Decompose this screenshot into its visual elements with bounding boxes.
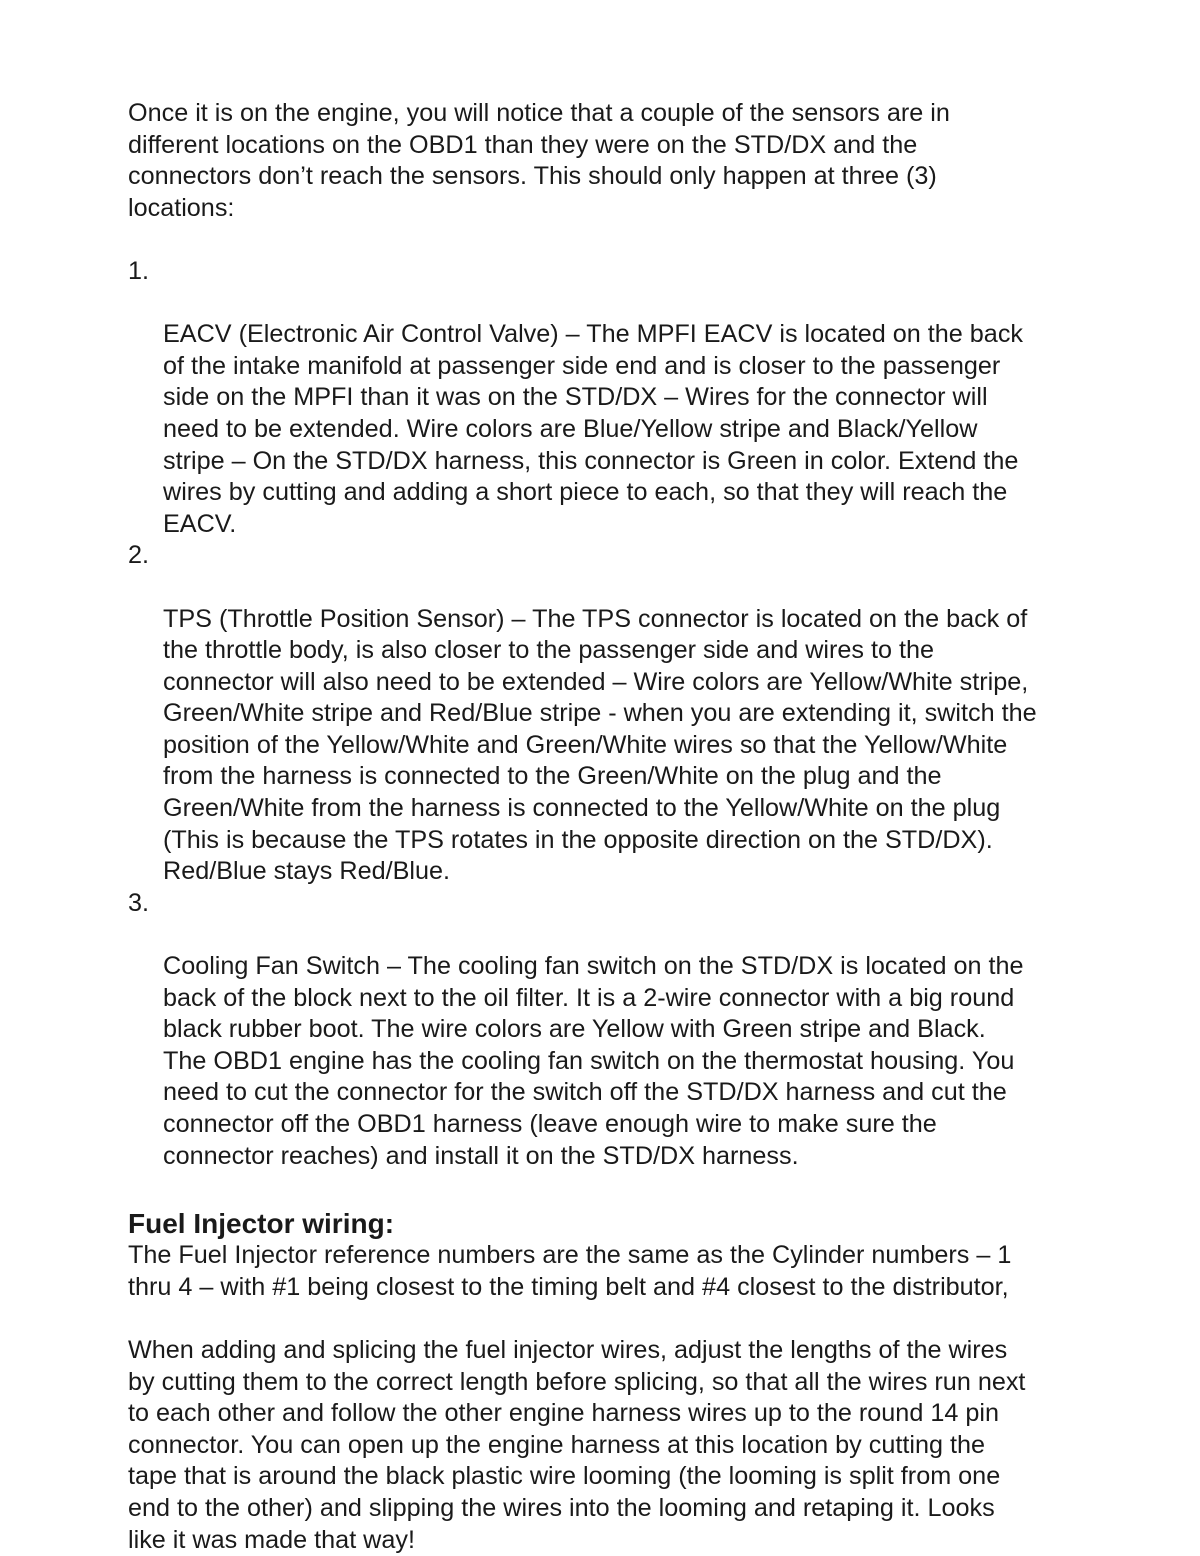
list-item [128,888,1118,1172]
list-item [128,540,1118,888]
list-item-text: EACV (Electronic Air Control Valve) – The MPFI EACV is located on the back of the intake manifold at passenger side end and is closer to the passenger side on the MPFI than it was on the STD/DX – Wires for the connector will need to be extended. Wire colors are Blue/Yellow stripe and Black/Yellow stripe – On the STD/DX harness, this connector is Green in color. Extend the wires by cutting and adding a short piece to each, so that they will reach the EACV. [163,320,1024,538]
intro-paragraph: Once it is on the engine, you will notice that a couple of the sensors are in different locations on the OBD1 than they were on the STD/DX and the connectors don’t reach the sensors. This should only happen at three (3) locations: [128,99,950,222]
list-item-number: 2. [128,541,150,570]
list-item-text: Cooling Fan Switch – The cooling fan switch on the STD/DX is located on the back of the block next to the oil filter. It is a 2-wire connector with a big round black rubber boot. The wire colors are Yellow with Green stripe and Black. The OBD1 engine has the cooling fan switch on the thermostat housing. You need to cut the connector for the switch off the STD/DX harness and cut the connector off the OBD1 harness (leave enough wire to make sure the connector reaches) and install it on the STD/DX harness. [163,952,1024,1170]
list-item-number: 3. [128,888,150,917]
list-item [128,256,1118,540]
list-item-text: TPS (Throttle Position Sensor) – The TPS connector is located on the back of the throttle body, is also closer to the passenger side and wires to the connector will also need to be extended – Wire colors are Yellow/White stripe, Green/White stripe and Red/Blue stripe - when you are extending it, switch the position of the Yellow/White and Green/White wires so that the Yellow/White from the harness is connected to the Green/White on the plug and the Green/White from the harness is connected to the Yellow/White on the plug (This is because the TPS rotates in the opposite direction on the STD/DX). Red/Blue stays Red/Blue. [163,604,1037,886]
sensor-location-list [128,256,1118,1172]
list-item-number: 1. [128,256,150,285]
body-paragraph: When adding and splicing the fuel injector wires, adjust the lengths of the wires by cutting them to the correct length before splicing, so that all the wires run next to each other and follow the other engine harness wires up to the round 14 pin connector. You can open up the engine harness at this location by cutting the tape that is around the black plastic wire looming (the looming is split from one end to the other) and slipping the wires into the looming and retaping it. Looks like it was made that way! [128,1335,1026,1554]
document-page [128,98,1118,1556]
body-paragraph: The Fuel Injector reference numbers are the same as the Cylinder numbers – 1 thru 4 – with #1 being closest to the timing belt and #4 closest to the distributor, [128,1241,1012,1301]
section-heading: Fuel Injector wiring: [128,1208,395,1240]
